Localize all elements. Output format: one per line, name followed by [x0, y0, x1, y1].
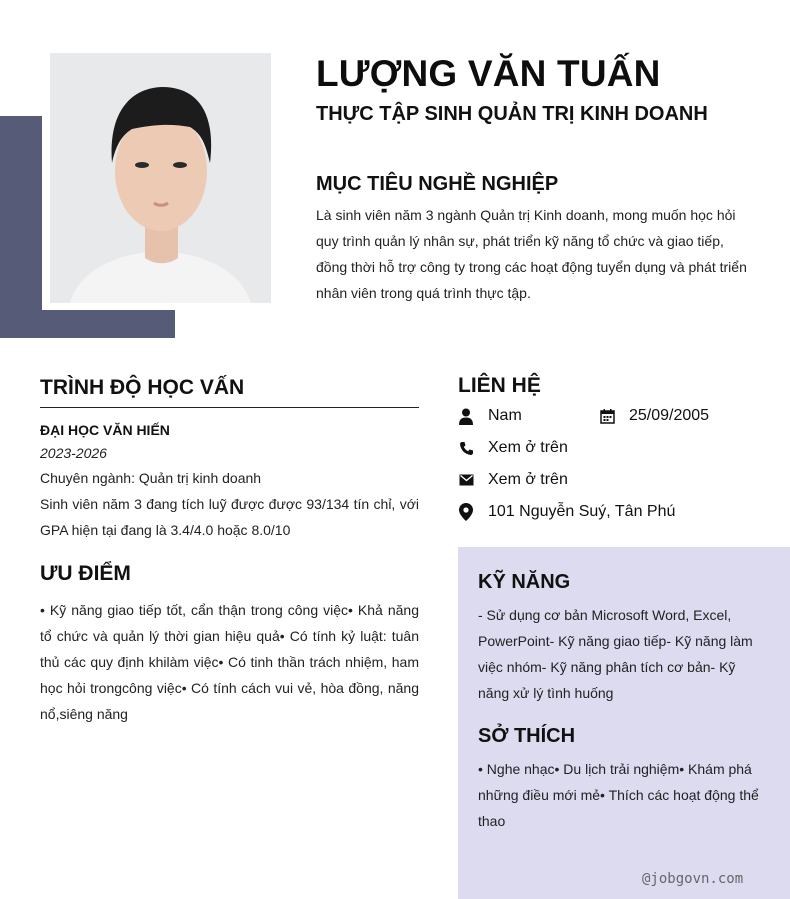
contact-gender — [458, 406, 522, 426]
education-divider — [40, 407, 419, 408]
contact-email-value: Xem ở trên — [488, 471, 568, 488]
advantages-text: • Kỹ năng giao tiếp tốt, cẩn thận trong công việc• Khả năng tổ chức và quản lý thời gian hiệu quả• Có tính kỷ luật: tuân thủ các quy định khilàm việc• Có tinh thần trách nhiệm, ham học hỏi trongcông việc• Có tính cách vui vẻ, hòa đồng, năng nổ,siêng năng — [40, 602, 419, 722]
advantages-heading: ƯU ĐIỂM — [40, 562, 131, 585]
education-heading: TRÌNH ĐỘ HỌC VẤN — [40, 376, 245, 399]
skills-heading: KỸ NĂNG — [478, 571, 571, 593]
education-major: Chuyên ngành: Quản trị kinh doanh — [40, 470, 262, 486]
contact-phone-value: Xem ở trên — [488, 439, 568, 456]
hobbies-heading: SỞ THÍCH — [478, 725, 576, 747]
location-pin-icon — [458, 503, 474, 521]
contact-email — [458, 470, 568, 490]
contact-heading: LIÊN HỆ — [458, 374, 541, 397]
person-icon — [458, 407, 474, 425]
skills-panel — [458, 547, 790, 899]
contact-address-value: 101 Nguyễn Suý, Tân Phú — [488, 503, 676, 520]
profile-photo — [50, 53, 271, 303]
candidate-role: THỰC TẬP SINH QUẢN TRỊ KINH DOANH — [316, 103, 708, 125]
objective-text: Là sinh viên năm 3 ngành Quản trị Kinh doanh, mong muốn học hỏi quy trình quản lý nhân sự, phát triển kỹ năng tổ chức và giao tiếp, đồng thời hỗ trợ công ty trong các hoạt động tuyển dụng và phát triển nhân viên trong quá trình thực tập. — [316, 207, 747, 301]
candidate-name: LƯỢNG VĂN TUẤN — [316, 53, 661, 94]
contact-address — [458, 502, 675, 522]
education-school: ĐẠI HỌC VĂN HIẾN — [40, 422, 170, 438]
contact-gender-value: Nam — [488, 407, 522, 424]
hobbies-text: • Nghe nhạc• Du lịch trải nghiệm• Khám phá những điều mới mẻ• Thích các hoạt động thể thao — [478, 761, 759, 829]
accent-bar — [0, 116, 42, 338]
phone-icon — [458, 439, 474, 457]
education-years: 2023-2026 — [40, 445, 107, 461]
mail-icon — [458, 471, 474, 489]
contact-phone — [458, 438, 568, 458]
education-detail: Sinh viên năm 3 đang tích luỹ được được 93/134 tín chỉ, với GPA hiện tại đang là 3.4/4.0 hoặc 8.0/10 — [40, 496, 419, 538]
contact-birthday-value: 25/09/2005 — [629, 407, 710, 424]
calendar-icon — [599, 407, 615, 425]
accent-bar-bottom — [0, 310, 175, 338]
contact-birthday — [599, 406, 709, 426]
skills-text: - Sử dụng cơ bản Microsoft Word, Excel, PowerPoint- Kỹ năng giao tiếp- Kỹ năng làm việc nhóm- Kỹ năng phân tích cơ bản- Kỹ năng xử lý tình huống — [478, 607, 753, 701]
watermark: @jobgovn.com — [642, 871, 744, 887]
objective-heading: MỤC TIÊU NGHỀ NGHIỆP — [316, 173, 559, 195]
